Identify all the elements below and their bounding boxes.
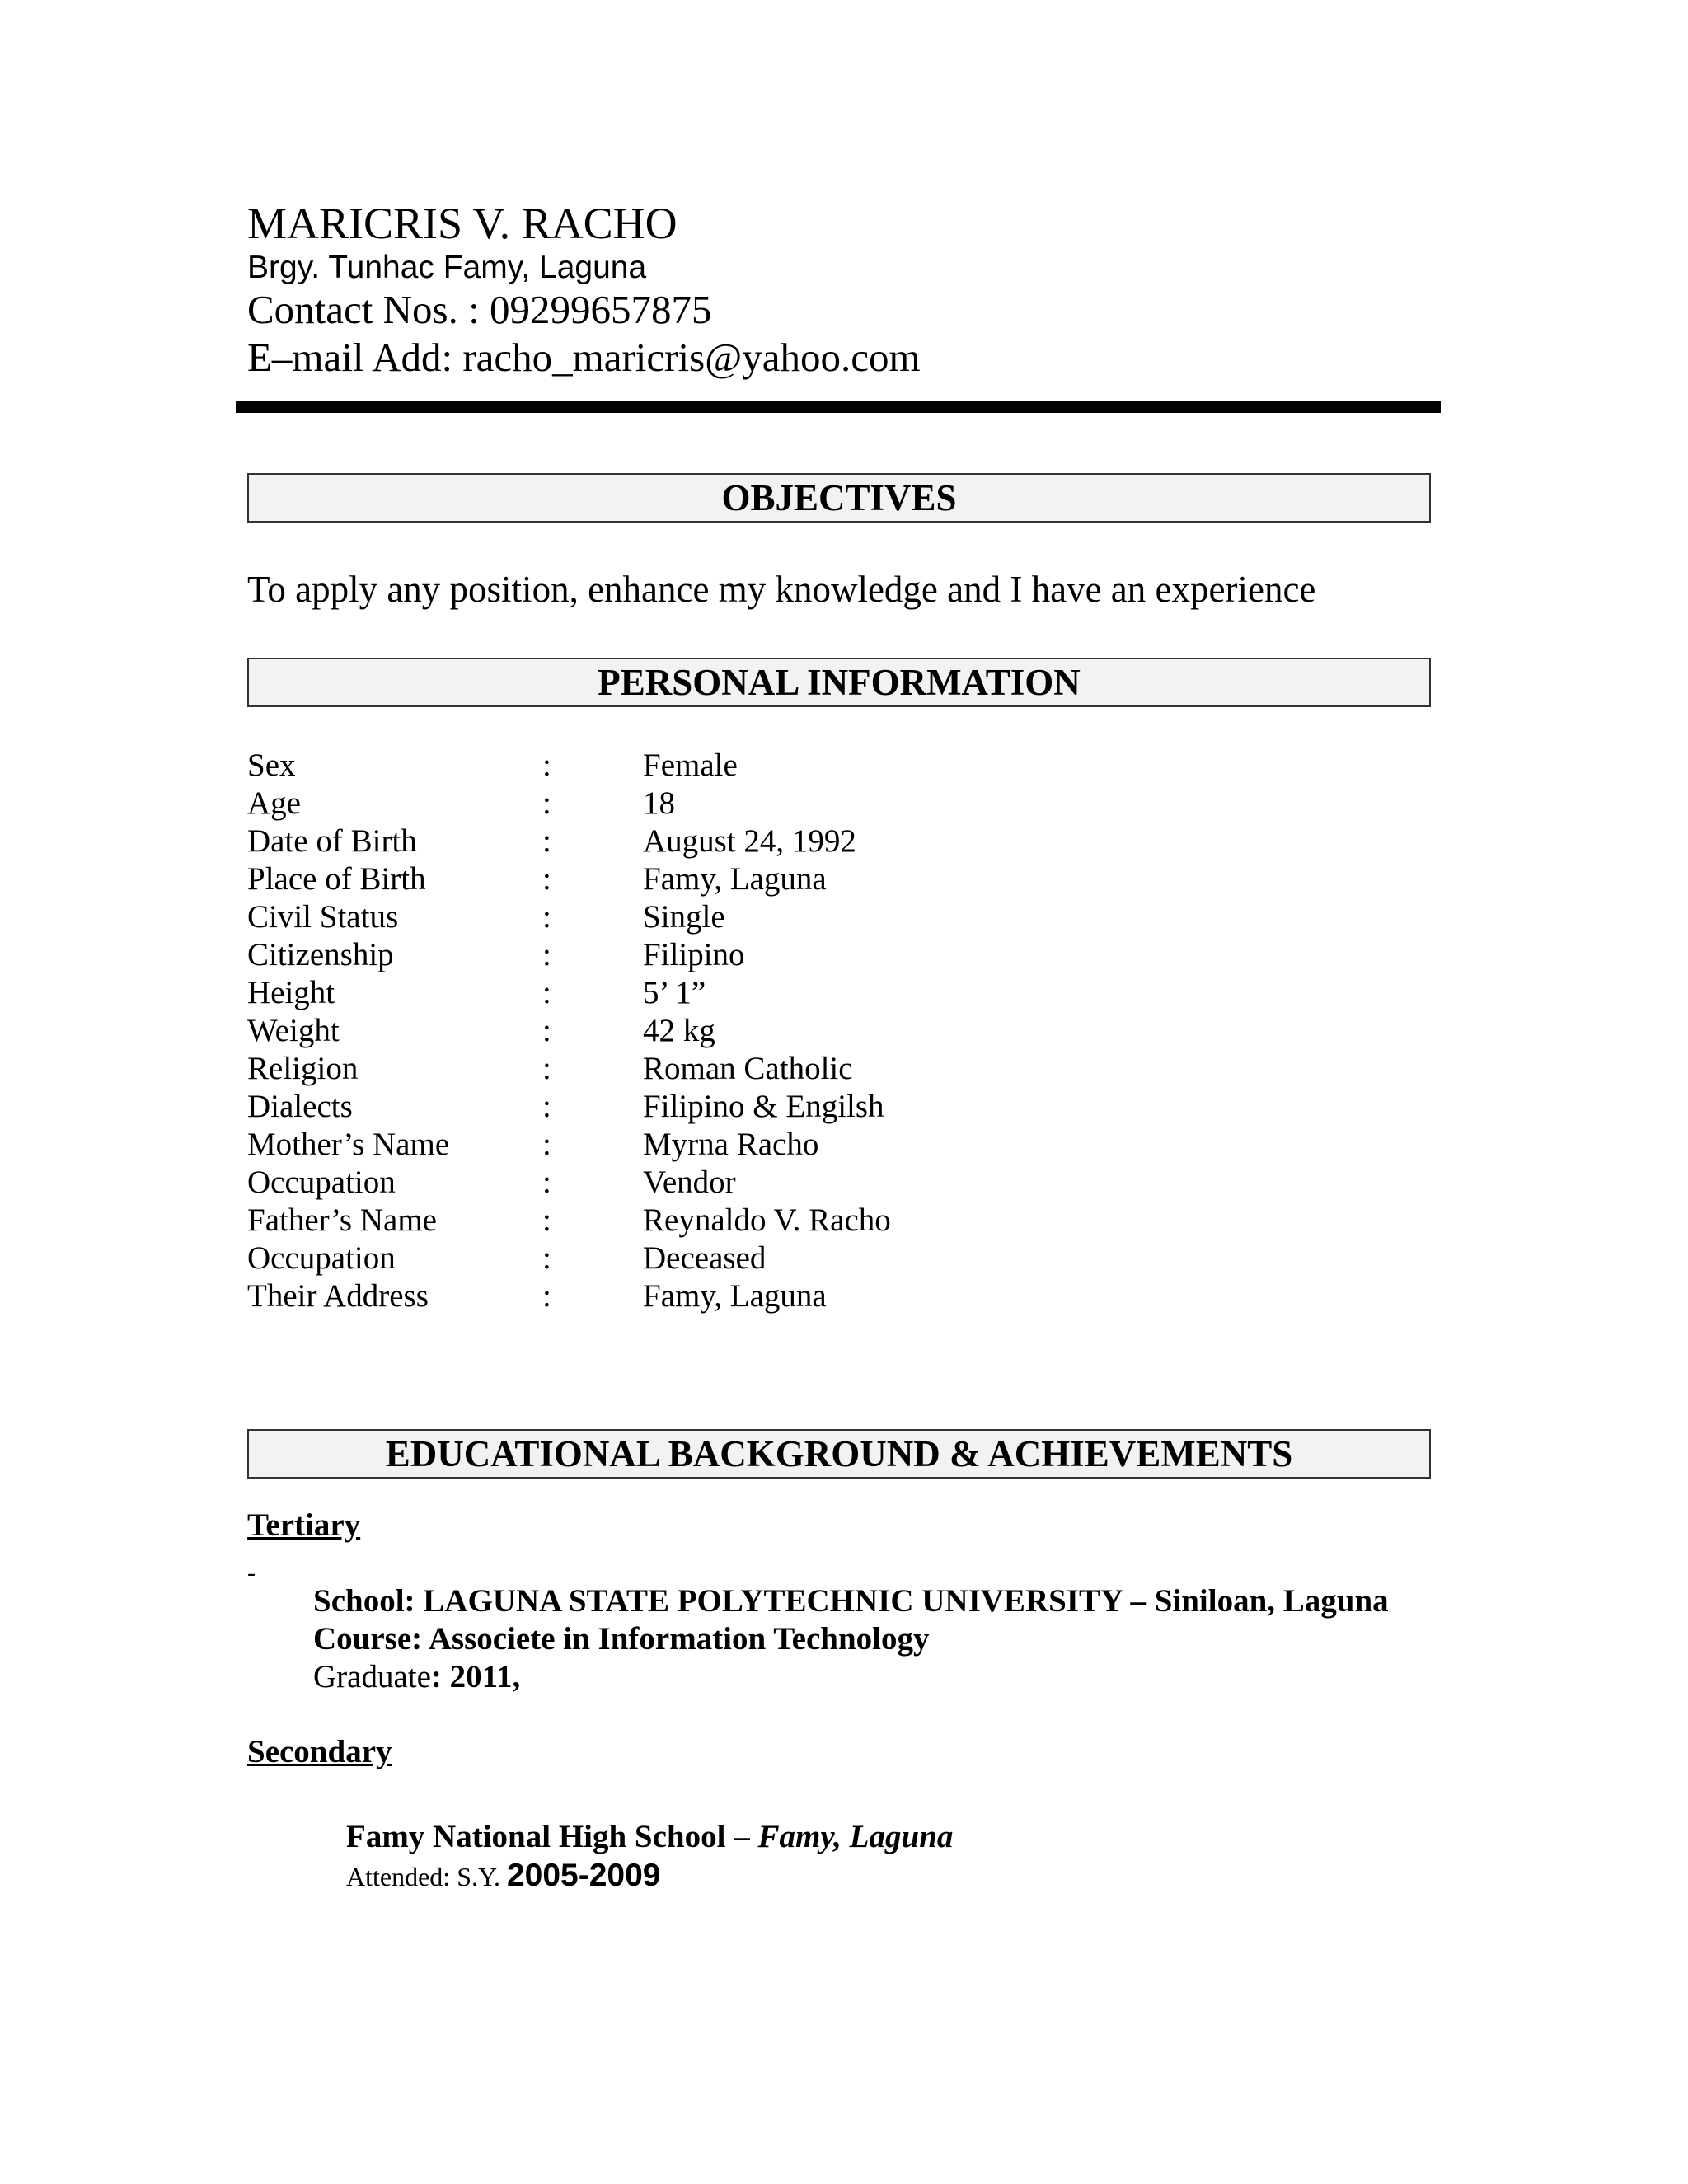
info-row-dialects — [247, 1088, 1401, 1126]
info-row-place-of-birth — [247, 860, 1401, 898]
info-separator: : — [542, 1013, 551, 1048]
info-label: Religion — [247, 1051, 359, 1086]
info-separator: : — [542, 823, 551, 859]
info-label: Civil Status — [247, 899, 399, 935]
info-separator: : — [542, 1278, 551, 1314]
graduate-year: : 2011, — [430, 1659, 521, 1694]
info-value: 5’ 1” — [643, 975, 706, 1010]
info-value: Roman Catholic — [643, 1051, 853, 1086]
info-label: Dialects — [247, 1089, 353, 1124]
info-row-mothers-occupation — [247, 1164, 1401, 1202]
info-separator: : — [542, 899, 551, 935]
info-value: Reynaldo V. Racho — [643, 1202, 891, 1238]
address-line: Brgy. Tunhac Famy, Laguna — [247, 250, 647, 285]
personal-info-list — [247, 747, 1401, 1315]
email-address: E–mail Add: racho_maricris@yahoo.com — [247, 335, 921, 380]
info-row-date-of-birth — [247, 823, 1401, 860]
info-separator: : — [542, 1127, 551, 1162]
objectives-title: OBJECTIVES — [721, 477, 957, 518]
info-separator: : — [542, 1240, 551, 1276]
secondary-heading: Secondary — [247, 1734, 392, 1769]
info-row-age — [247, 785, 1401, 823]
info-label: Height — [247, 975, 335, 1010]
graduate-label: Graduate — [313, 1659, 431, 1694]
education-heading — [247, 1429, 1431, 1479]
secondary-attended — [346, 1857, 660, 1896]
info-row-weight — [247, 1012, 1401, 1050]
personal-info-heading — [247, 658, 1431, 707]
info-label: Citizenship — [247, 937, 394, 972]
info-row-height — [247, 974, 1401, 1012]
info-value: Vendor — [643, 1165, 736, 1200]
info-value: Filipino — [643, 937, 745, 972]
tertiary-graduate — [313, 1658, 520, 1696]
info-value: Famy, Laguna — [643, 1278, 827, 1314]
tertiary-school: School: LAGUNA STATE POLYTECHNIC UNIVERSITY – Siniloan, Laguna — [313, 1583, 1389, 1619]
info-separator: : — [542, 937, 551, 972]
resume-name: MARICRIS V. RACHO — [247, 199, 678, 248]
info-value: Famy, Laguna — [643, 861, 827, 897]
info-label: Occupation — [247, 1240, 396, 1276]
info-label: Weight — [247, 1013, 340, 1048]
secondary-school-name: Famy National High School – — [346, 1819, 758, 1854]
info-row-fathers-name — [247, 1202, 1401, 1240]
info-separator: : — [542, 785, 551, 821]
info-label: Place of Birth — [247, 861, 426, 897]
tertiary-course: Course: Associete in Information Technology — [313, 1621, 930, 1657]
info-value: 18 — [643, 785, 675, 821]
info-value: Myrna Racho — [643, 1127, 819, 1162]
info-separator: : — [542, 1165, 551, 1200]
info-row-mothers-name — [247, 1126, 1401, 1164]
info-row-sex — [247, 747, 1401, 785]
info-row-religion — [247, 1050, 1401, 1088]
info-label: Mother’s Name — [247, 1127, 450, 1162]
info-value: 42 kg — [643, 1013, 715, 1048]
info-label: Their Address — [247, 1278, 429, 1314]
header-divider — [236, 401, 1441, 413]
info-label: Age — [247, 785, 301, 821]
info-label: Father’s Name — [247, 1202, 437, 1238]
info-value: Filipino & Engilsh — [643, 1089, 884, 1124]
info-separator: : — [542, 1051, 551, 1086]
info-separator: : — [542, 748, 551, 783]
tertiary-heading: Tertiary — [247, 1507, 361, 1543]
info-value: August 24, 1992 — [643, 823, 856, 859]
info-label: Date of Birth — [247, 823, 417, 859]
info-row-their-address — [247, 1277, 1401, 1315]
tertiary-dash: - — [247, 1559, 256, 1586]
info-separator: : — [542, 1089, 551, 1124]
secondary-school — [346, 1818, 953, 1856]
info-label: Occupation — [247, 1165, 396, 1200]
info-value: Female — [643, 748, 738, 783]
info-value: Single — [643, 899, 725, 935]
education-title: EDUCATIONAL BACKGROUND & ACHIEVEMENTS — [385, 1433, 1293, 1474]
info-row-civil-status — [247, 898, 1401, 936]
objectives-heading — [247, 473, 1431, 523]
info-separator: : — [542, 975, 551, 1010]
personal-info-title: PERSONAL INFORMATION — [598, 662, 1081, 703]
attended-years: 2005-2009 — [506, 1858, 661, 1893]
attended-label: Attended: S.Y. — [346, 1862, 507, 1891]
objective-text: To apply any position, enhance my knowledge and I have an experience — [247, 569, 1316, 610]
info-value: Deceased — [643, 1240, 767, 1276]
info-separator: : — [542, 1202, 551, 1238]
contact-number: Contact Nos. : 09299657875 — [247, 287, 712, 332]
info-row-citizenship — [247, 936, 1401, 974]
info-label: Sex — [247, 748, 296, 783]
secondary-school-location: Famy, Laguna — [757, 1819, 954, 1854]
info-separator: : — [542, 861, 551, 897]
info-row-fathers-occupation — [247, 1240, 1401, 1277]
